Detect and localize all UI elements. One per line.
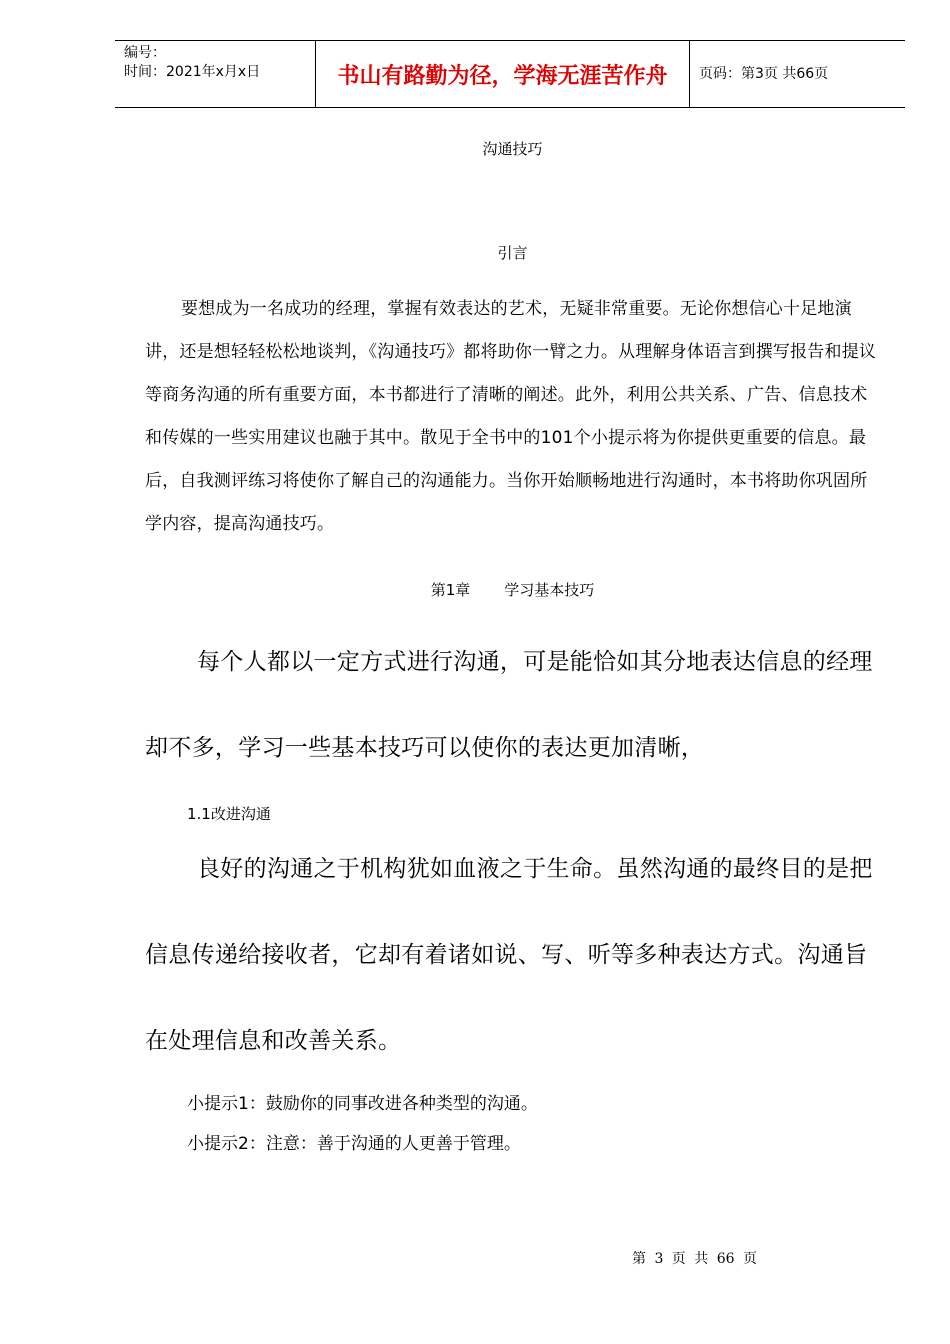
chapter-paragraph xyxy=(145,619,880,791)
section-paragraph-text: 良好的沟通之于机构犹如血液之于生命。虽然沟通的最终目的是把信息传递给接收者，它却有着诸如说、写、听等多种表达方式。沟通旨在处理信息和改善关系。 xyxy=(145,856,873,1054)
header-motto: 书山有路勤为径，学海无涯苦作舟 xyxy=(337,63,668,89)
page-footer: 第 3 页 共 66 页 xyxy=(632,1251,757,1267)
document-number-label: 编号： xyxy=(124,45,166,61)
section-paragraph xyxy=(145,826,880,1084)
intro-paragraph xyxy=(145,288,880,546)
chapter-heading xyxy=(0,579,950,600)
document-time-label: 时间：2021年x月x日 xyxy=(124,64,261,80)
tip-item: 小提示1：鼓励你的同事改进各种类型的沟通。 xyxy=(187,1094,538,1114)
intro-heading: 引言 xyxy=(497,244,528,262)
chapter-paragraph-text: 每个人都以一定方式进行沟通，可是能恰如其分地表达信息的经理却不多，学习一些基本技巧可以使你的表达更加清晰， xyxy=(145,649,873,761)
section-heading: 1.1改进沟通 xyxy=(187,805,271,823)
header-page-info: 页码：第3页 共66页 xyxy=(699,66,829,82)
tip-item: 小提示2：注意：善于沟通的人更善于管理。 xyxy=(187,1134,521,1154)
chapter-title: 学习基本技巧 xyxy=(504,581,595,599)
header-page-cell xyxy=(690,41,905,107)
header-table xyxy=(115,40,905,108)
chapter-number: 第1章 xyxy=(430,581,471,599)
header-meta-cell xyxy=(115,41,316,107)
header-motto-cell xyxy=(316,41,690,107)
intro-paragraph-text: 要想成为一名成功的经理，掌握有效表达的艺术，无疑非常重要。无论你想信心十足地演讲，还是想轻轻松松地谈判，《沟通技巧》都将助你一臂之力。从理解身体语言到撰写报告和提议等商务沟通的所有重要方面，本书都进行了清晰的阐述。此外，利用公共关系、广告、信息技术和传媒的一些实用建议也融于其中。散见于全书中的101个小提示将为你提供更重要的信息。最后，自我测评练习将使你了解自己的沟通能力。当你开始顺畅地进行沟通时，本书将助你巩固所学内容，提高沟通技巧。 xyxy=(145,299,877,534)
document-title: 沟通技巧 xyxy=(482,140,543,158)
